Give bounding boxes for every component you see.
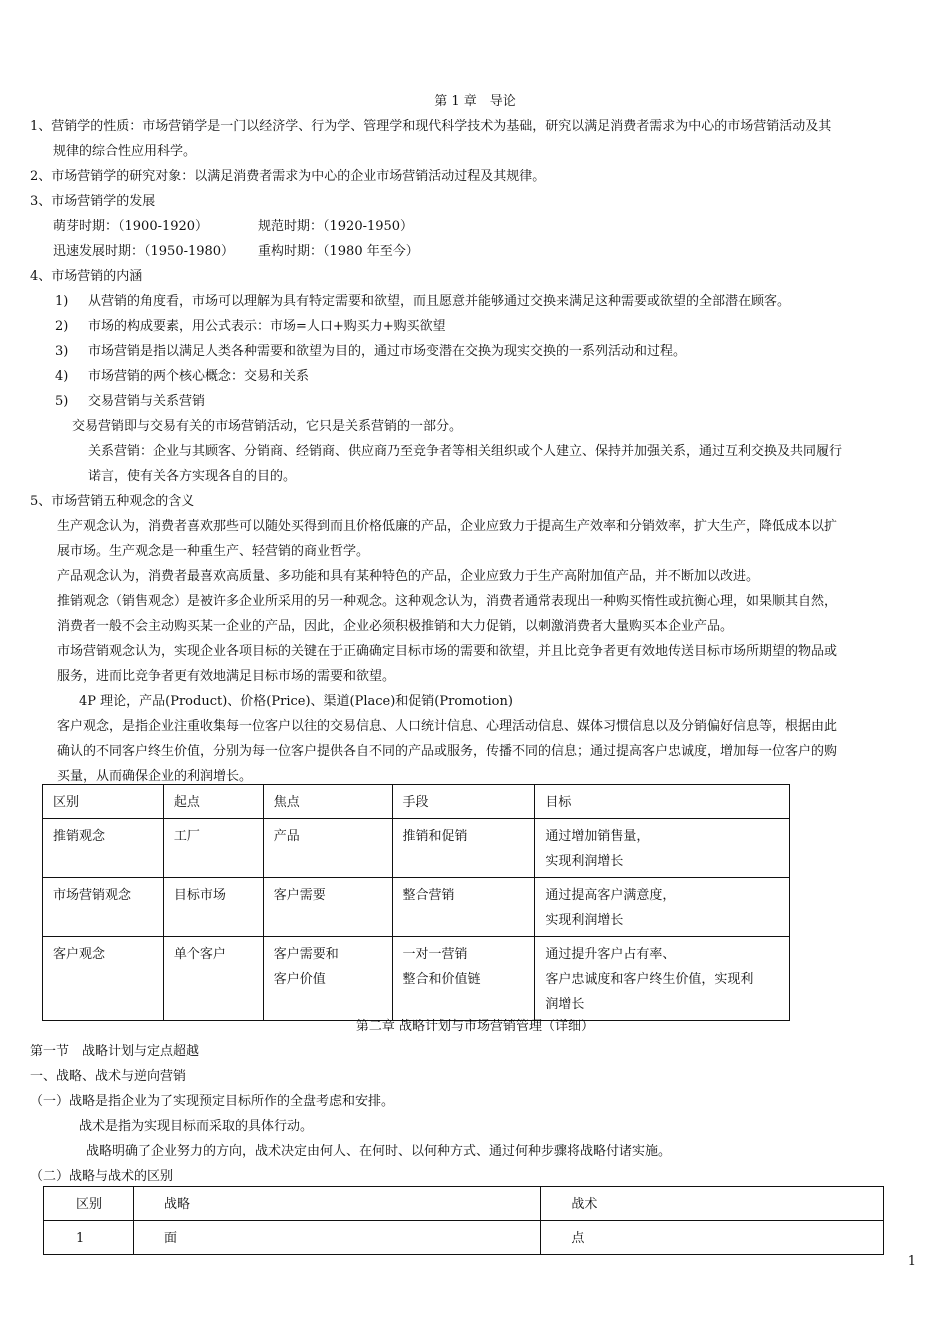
strategy-direction: 战略明确了企业努力的方向，战术决定由何人、在何时、以何种方式、通过何种步骤将战略付诸实施。 xyxy=(86,1144,672,1159)
list-item-number: 4) xyxy=(55,369,69,384)
production-concept-line-2: 展市场。生产观念是一种重生产、轻营销的商业哲学。 xyxy=(57,544,370,559)
list-item-text: 交易营销与关系营销 xyxy=(88,394,206,409)
section-heading: 第一节 战略计划与定点超越 xyxy=(30,1044,200,1059)
table-header-cell: 战术 xyxy=(541,1187,884,1221)
tactic-definition: 战术是指为实现目标而采取的具体行动。 xyxy=(79,1119,314,1134)
table-cell: 客户观念 xyxy=(43,937,164,1021)
relationship-marketing-line-1: 关系营销：企业与其顾客、分销商、经销商、供应商乃至竞争者等相关组织或个人建立、保持并加强关系，通过互利交换及共同履行 xyxy=(88,444,843,459)
customer-concept-line-2: 确认的不同客户终生价值，分别为每一位客户提供各自不同的产品或服务，传播不同的信息；通过提高客户忠诚度，增加每一位客户的购 xyxy=(57,744,838,759)
dev-period: 规范时期：（1920-1950） xyxy=(258,219,414,234)
table-header-cell: 焦点 xyxy=(263,785,392,819)
table-row xyxy=(44,1221,884,1255)
para-4-heading: 4、市场营销的内涵 xyxy=(30,269,143,284)
para-1-line-2: 规律的综合性应用科学。 xyxy=(53,144,197,159)
table-header-cell: 目标 xyxy=(535,785,790,819)
production-concept-line-1: 生产观念认为，消费者喜欢那些可以随处买得到而且价格低廉的产品，企业应致力于提高生产效率和分销效率，扩大生产，降低成本以扩 xyxy=(57,519,838,534)
table-cell: 推销和促销 xyxy=(392,819,535,878)
dev-period: 迅速发展时期：（1950-1980） xyxy=(53,244,235,259)
para-2: 2、市场营销学的研究对象：以满足消费者需求为中心的企业市场营销活动过程及其规律。 xyxy=(30,169,546,184)
list-item-text: 市场营销是指以满足人类各种需要和欲望为目的，通过市场变潜在交换为现实交换的一系列活动和过程。 xyxy=(88,344,687,359)
selling-concept-line-2: 消费者一般不会主动购买某一企业的产品，因此，企业必须积极推销和大力促销，以刺激消费者大量购买本企业产品。 xyxy=(57,619,734,634)
table-header-cell: 区别 xyxy=(44,1187,134,1221)
table-row xyxy=(43,937,790,1021)
table-cell: 工厂 xyxy=(163,819,263,878)
list-item-text: 市场的构成要素，用公式表示：市场=人口+购买力+购买欲望 xyxy=(88,319,446,334)
table-cell: 整合营销 xyxy=(392,878,535,937)
chapter-1-title: 第 1 章 导论 xyxy=(434,94,516,109)
table-cell: 通过提高客户满意度， 实现利润增长 xyxy=(535,878,790,937)
marketing-concept-line-2: 服务，进而比竞争者更有效地满足目标市场的需要和欲望。 xyxy=(57,669,396,684)
table-header-row xyxy=(44,1187,884,1221)
table-cell: 单个客户 xyxy=(163,937,263,1021)
table-header-row xyxy=(43,785,790,819)
page-number: 1 xyxy=(907,1254,916,1269)
concepts-comparison-table xyxy=(42,784,790,1021)
table-cell: 市场营销观念 xyxy=(43,878,164,937)
dev-period: 重构时期：（1980 年至今） xyxy=(258,244,419,259)
four-p-theory: 4P 理论，产品(Product)、价格(Price)、渠道(Place)和促销(Promotion) xyxy=(79,694,513,709)
subsection-heading-1: 一、战略、战术与逆向营销 xyxy=(30,1069,187,1084)
list-item-number: 5) xyxy=(55,394,69,409)
customer-concept-line-1: 客户观念，是指企业注重收集每一位客户以往的交易信息、人口统计信息、心理活动信息、媒体习惯信息以及分销偏好信息等，根据由此 xyxy=(57,719,838,734)
table-row xyxy=(43,878,790,937)
list-item-number: 2) xyxy=(55,319,69,334)
table-cell: 目标市场 xyxy=(163,878,263,937)
customer-concept-line-3: 买量，从而确保企业的利润增长。 xyxy=(57,769,253,784)
relationship-marketing-line-2: 诺言，使有关各方实现各自的目的。 xyxy=(88,469,297,484)
list-item-number: 1) xyxy=(55,294,69,309)
table-cell: 面 xyxy=(133,1221,540,1255)
table-header-cell: 战略 xyxy=(133,1187,540,1221)
chapter-2-title: 第二章 战略计划与市场营销管理（详细） xyxy=(355,1019,595,1034)
table-header-cell: 区别 xyxy=(43,785,164,819)
strategy-tactic-table xyxy=(43,1186,884,1255)
para-5-heading: 5、市场营销五种观念的含义 xyxy=(30,494,195,509)
list-item-text: 市场营销的两个核心概念：交易和关系 xyxy=(88,369,310,384)
table-header-cell: 手段 xyxy=(392,785,535,819)
selling-concept-line-1: 推销观念（销售观念）是被许多企业所采用的另一种观念。这种观念认为，消费者通常表现出一种购买惰性或抗衡心理，如果顺其自然， xyxy=(57,594,838,609)
table-row xyxy=(43,819,790,878)
para-1-line-1: 1、营销学的性质：市场营销学是一门以经济学、行为学、管理学和现代科学技术为基础，研究以满足消费者需求为中心的市场营销活动及其 xyxy=(30,119,832,134)
table-cell: 推销观念 xyxy=(43,819,164,878)
product-concept: 产品观念认为，消费者最喜欢高质量、多功能和具有某种特色的产品，企业应致力于生产高附加值产品，并不断加以改进。 xyxy=(57,569,760,584)
para-3-heading: 3、市场营销学的发展 xyxy=(30,194,156,209)
table-cell: 产品 xyxy=(263,819,392,878)
strategy-definition: （一）战略是指企业为了实现预定目标所作的全盘考虑和安排。 xyxy=(30,1094,395,1109)
subsection-heading-2: （二）战略与战术的区别 xyxy=(30,1169,174,1184)
table-cell: 客户需要和 客户价值 xyxy=(263,937,392,1021)
transaction-marketing-text: 交易营销即与交易有关的市场营销活动，它只是关系营销的一部分。 xyxy=(72,419,463,434)
table-cell: 通过提升客户占有率、 客户忠诚度和客户终生价值，实现利 润增长 xyxy=(535,937,790,1021)
table-cell: 一对一营销 整合和价值链 xyxy=(392,937,535,1021)
list-item-number: 3) xyxy=(55,344,69,359)
marketing-concept-line-1: 市场营销观念认为，实现企业各项目标的关键在于正确确定目标市场的需要和欲望，并且比竞争者更有效地传送目标市场所期望的物品或 xyxy=(57,644,838,659)
list-item-text: 从营销的角度看，市场可以理解为具有特定需要和欲望，而且愿意并能够通过交换来满足这种需要或欲望的全部潜在顾客。 xyxy=(88,294,791,309)
dev-period: 萌芽时期：（1900-1920） xyxy=(53,219,209,234)
table-cell: 1 xyxy=(44,1221,134,1255)
table-cell: 通过增加销售量， 实现利润增长 xyxy=(535,819,790,878)
table-cell: 点 xyxy=(541,1221,884,1255)
table-cell: 客户需要 xyxy=(263,878,392,937)
table-header-cell: 起点 xyxy=(163,785,263,819)
